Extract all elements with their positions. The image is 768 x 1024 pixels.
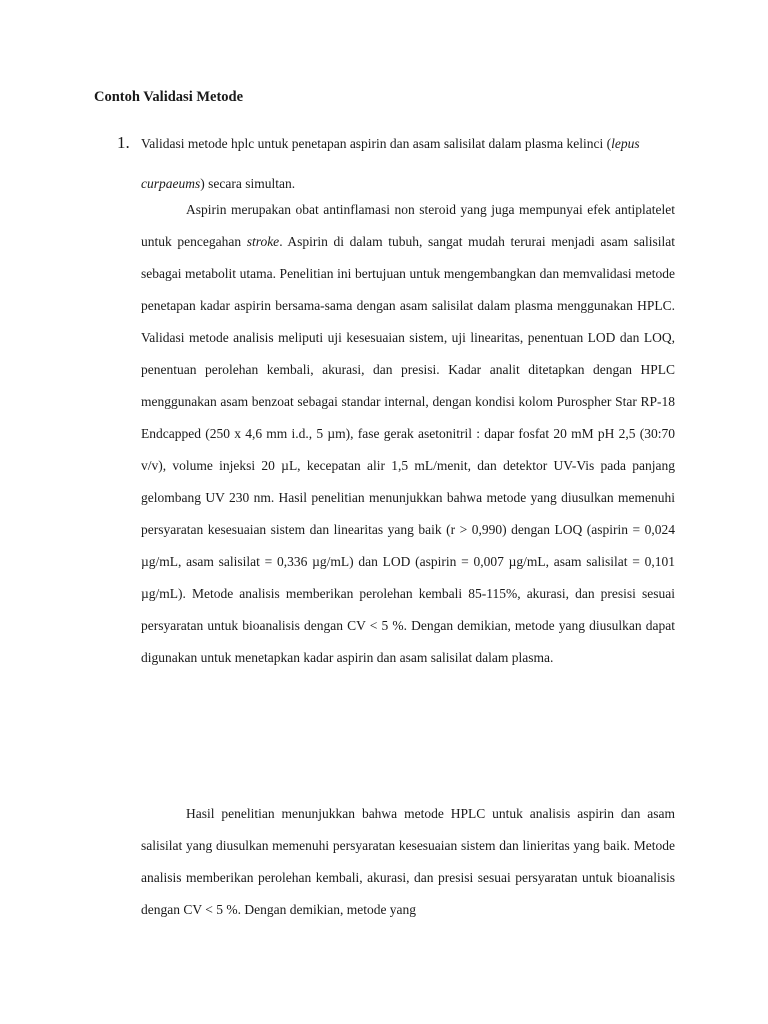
list-item-number: 1. bbox=[117, 133, 130, 152]
paragraph-text-before: Hasil penelitian menunjukkan bahwa metode HPLC untuk analisis aspirin dan asam salisilat yang diusulkan memenuhi persyaratan kesesuaian sistem dan linieritas yang baik. Metode analisis memberikan perolehan kembali, akurasi, dan presisi sesuai persyaratan untuk bioanalisis dengan CV < 5 %. Dengan demikian, metode yang bbox=[141, 806, 675, 917]
paragraph-text-after: . Aspirin di dalam tubuh, sangat mudah terurai menjadi asam salisilat sebagai metabolit utama. Penelitian ini bertujuan untuk mengembangkan dan memvalidasi metode penetapan kadar aspirin bersama-sama dengan asam salisilat dalam plasma menggunakan HPLC. Validasi metode analisis meliputi uji kesesuaian sistem, uji linearitas, penentuan LOD dan LOQ, penentuan perolehan kembali, akurasi, dan presisi. Kadar analit ditetapkan dengan HPLC menggunakan asam benzoat sebagai standar internal, dengan kondisi kolom Purospher Star RP-18 Endcapped (250 x 4,6 mm i.d., 5 µm), fase gerak asetonitril : dapar fosfat 20 mM pH 2,5 (30:70 v/v), volume injeksi 20 µL, kecepatan alir 1,5 mL/menit, dan detektor UV-Vis pada panjang gelombang UV 230 nm. Hasil penelitian menunjukkan bahwa metode yang diusulkan memenuhi persyaratan kesesuaian sistem dan linearitas yang baik (r > 0,990) dengan LOQ (aspirin = 0,024 µg/mL, asam salisilat = 0,336 µg/mL) dan LOD (aspirin = 0,007 µg/mL, asam salisilat = 0,101 µg/mL). Metode analisis memberikan perolehan kembali 85-115%, akurasi, dan presisi sesuai persyaratan untuk bioanalisis dengan CV < 5 %. Dengan demikian, metode yang diusulkan dapat digunakan untuk menetapkan kadar aspirin dan asam salisilat dalam plasma. bbox=[141, 234, 675, 665]
paragraph-text-before: Aspirin merupakan obat antinflamasi non steroid yang juga mempunyai efek antiplatelet untuk pencegahan bbox=[141, 202, 675, 249]
heading-text-after: ) secara simultan. bbox=[200, 176, 296, 191]
list-item-heading bbox=[141, 124, 681, 204]
body-paragraph bbox=[141, 194, 675, 674]
document-title: Contoh Validasi Metode bbox=[94, 89, 244, 105]
heading-italic-text: lepus curpaeums bbox=[141, 136, 640, 191]
heading-text-before: Validasi metode hplc untuk penetapan aspirin dan asam salisilat dalam plasma kelinci ( bbox=[141, 136, 612, 151]
paragraph-italic-text: stroke bbox=[246, 234, 280, 249]
body-paragraph bbox=[141, 798, 675, 926]
